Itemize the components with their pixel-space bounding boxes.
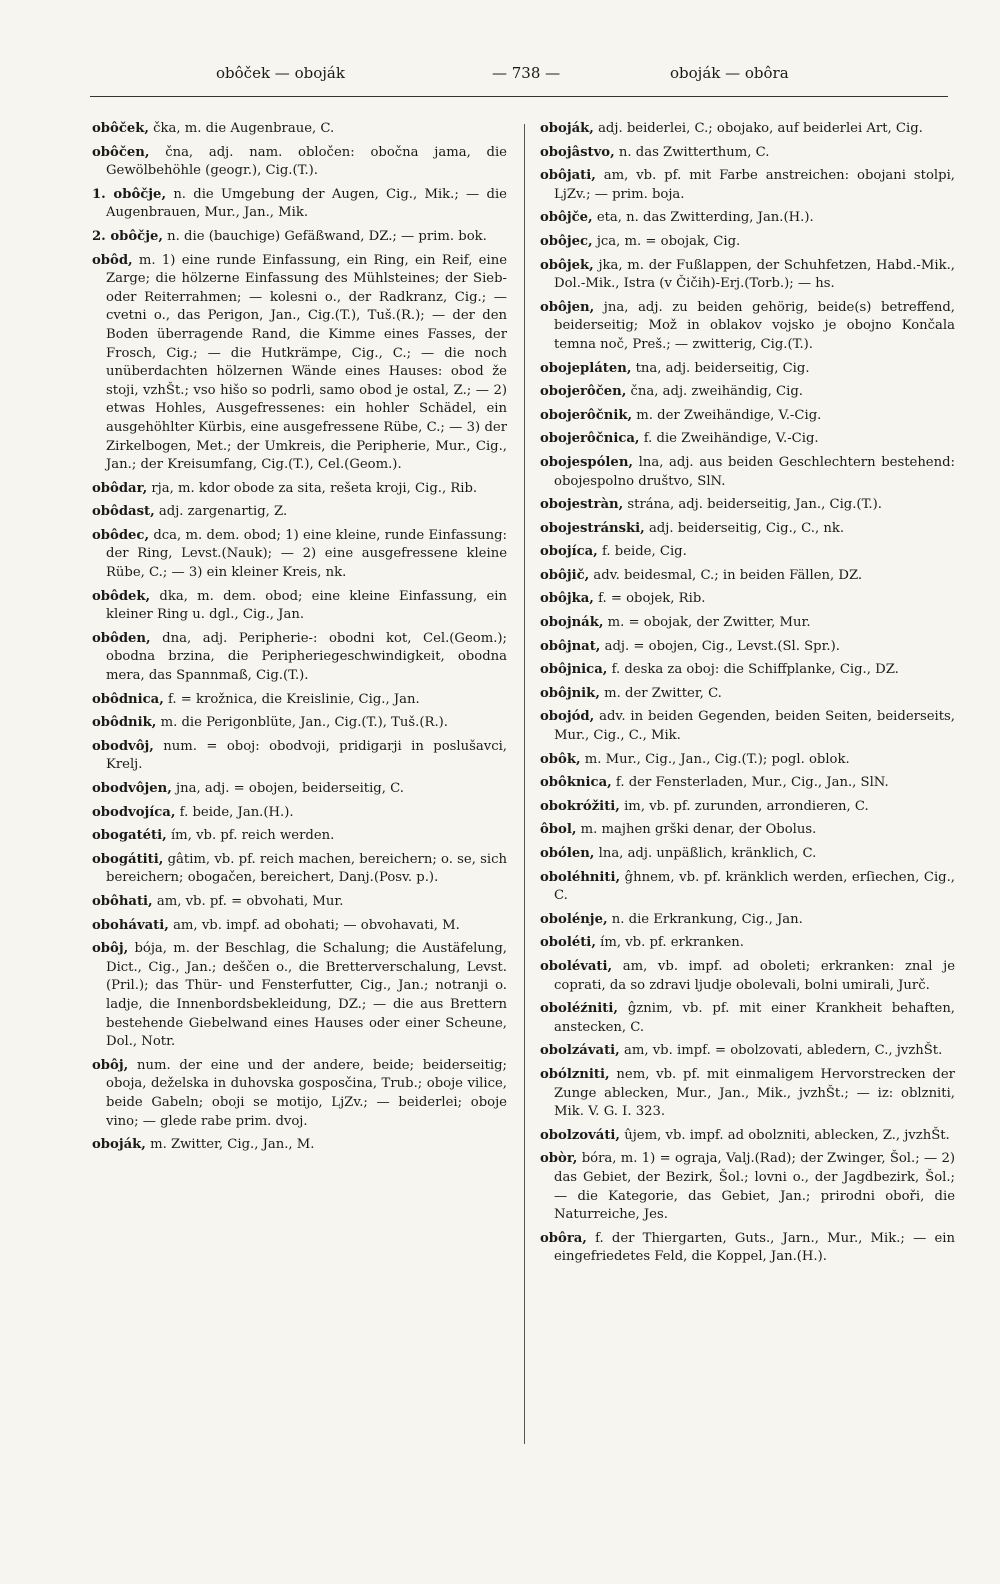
entry-definition: lna, adj. unpäßlich, kränklich, C.: [598, 846, 817, 861]
dictionary-entry: [540, 661, 955, 680]
entry-headword: obojepláten,: [540, 360, 632, 376]
entry-headword: oboják,: [540, 121, 594, 136]
entry-headword: obôdnica,: [92, 691, 164, 707]
entry-definition: m. = obojak, der Zwitter, Mur.: [607, 615, 811, 631]
entry-headword: obolzováti,: [540, 1127, 621, 1143]
entry-headword: obodvôj,: [92, 738, 154, 754]
entry-definition: f. deska za oboj: die Schiffplanke, Cig., DZ.: [611, 662, 899, 678]
dictionary-entry: [540, 1150, 955, 1224]
dictionary-entry: [92, 186, 507, 223]
entry-headword: obôden,: [92, 630, 151, 646]
entry-definition: n. die (bauchige) Gefäßwand, DZ.; — prim. bok.: [167, 228, 487, 244]
entry-headword: obojespólen,: [540, 454, 633, 470]
entry-headword: obôjec,: [540, 233, 593, 249]
entry-definition: m. die Perigonblüte, Jan., Cig.(T.), Tuš.(R.).: [160, 715, 448, 731]
entry-definition: gâtim, vb. pf. reich machen, bereichern; o. se, sich bereichern; obogačen, bereichert, Danj.(Posv. p.).: [106, 851, 507, 886]
entry-headword: obôj,: [92, 941, 129, 957]
dictionary-entry: [92, 738, 507, 775]
entry-definition: ím, vb. pf. reich werden.: [170, 828, 335, 844]
entry-definition: adv. in beiden Gegenden, beiden Seiten, beiderseits, Mur., Cig., C., Mik.: [554, 709, 955, 744]
dictionary-entry: [540, 520, 955, 539]
dictionary-entry: [92, 630, 507, 686]
entry-definition: f. = krožnica, die Kreislinie, Cig., Jan.: [168, 691, 420, 707]
dictionary-entry: [92, 252, 507, 475]
entry-headword: 2. obôčje,: [92, 228, 163, 244]
dictionary-entry: [92, 1136, 507, 1155]
entry-headword: oboléti,: [540, 935, 596, 951]
entry-headword: obôjnat,: [540, 638, 601, 654]
dictionary-entry: [540, 798, 955, 817]
entry-definition: m. Zwitter, Cig., Jan., M.: [150, 1137, 315, 1153]
entry-definition: num. = oboj: obodvoji, pridigarji in poslušavci, Krelj.: [106, 738, 507, 773]
entry-headword: oboléźniti,: [540, 1001, 618, 1017]
entry-definition: jna, adj. = obojen, beiderseitig, C.: [176, 781, 404, 796]
entry-headword: obólen,: [540, 846, 595, 861]
entry-headword: obôdek,: [92, 588, 151, 604]
dictionary-entry: [540, 567, 955, 586]
entry-definition: rja, m. kdor obode za sita, rešeta kroji, Cig., Rib.: [151, 480, 478, 496]
dictionary-entry: [540, 590, 955, 609]
entry-headword: obolénje,: [540, 911, 608, 927]
entry-headword: obólzniti,: [540, 1066, 610, 1082]
entry-headword: obôjnik,: [540, 685, 600, 701]
entry-headword: obôdnik,: [92, 715, 157, 731]
dictionary-entry: [540, 614, 955, 633]
dictionary-entry: [540, 911, 955, 930]
entry-definition: eta, n. das Zwitterding, Jan.(H.).: [596, 210, 814, 226]
header-left-catchword: obôček — oboják: [216, 64, 345, 82]
entry-headword: obôjič,: [540, 567, 590, 583]
dictionary-entry: [540, 1066, 955, 1122]
dictionary-entry: [540, 821, 955, 840]
entry-definition: am, vb. impf. = obolzovati, abledern, C., jvzhŠt.: [623, 1043, 943, 1059]
dictionary-entry: [540, 1127, 955, 1146]
entry-definition: adj. beiderlei, C.; obojako, auf beiderlei Art, Cig.: [598, 121, 923, 136]
entry-definition: f. der Fensterladen, Mur., Cig., Jan., SlN.: [615, 775, 889, 791]
entry-headword: obogatéti,: [92, 828, 167, 844]
dictionary-entry: [92, 527, 507, 583]
entry-headword: obôd,: [92, 252, 133, 268]
dictionary-entry: [92, 851, 507, 888]
entry-headword: obôdar,: [92, 480, 148, 496]
entry-definition: num. der eine und der andere, beide; beiderseitig; oboja, deželska in duhovska gosposčina, Trub.; oboje vilice, beide Gabeln; oboji se motijo, LjZv.; — beiderlei; oboje vino; — glede rabe prim. dvoj.: [106, 1057, 507, 1129]
entry-definition: am, vb. impf. ad oboleti; erkranken: znal je coprati, da so zdravi ljudje obolevali, bolni umirali, Jurč.: [554, 958, 955, 993]
dictionary-entry: [92, 120, 507, 139]
page-header: [90, 64, 950, 90]
entry-headword: obôjka,: [540, 591, 594, 607]
dictionary-entry: [92, 144, 507, 181]
entry-definition: m. der Zwitter, C.: [604, 685, 722, 701]
entry-definition: čna, adj. zweihändig, Cig.: [630, 384, 803, 400]
entry-headword: obôjati,: [540, 168, 596, 184]
entry-definition: tna, adj. beiderseitig, Cig.: [635, 360, 810, 376]
entry-definition: f. der Thiergarten, Guts., Jarn., Mur., Mik.; — ein eingefriedetes Feld, die Koppel, Jan.(H.).: [554, 1230, 955, 1265]
header-right-catchword: oboják — obôra: [670, 64, 789, 82]
entry-definition: am, vb. pf. mit Farbe anstreichen: obojani stolpi, LjZv.; — prim. boja.: [554, 168, 955, 202]
entry-definition: lna, adj. aus beiden Geschlechtern bestehend: obojespolno društvo, SlN.: [554, 454, 955, 489]
entry-headword: obôjen,: [540, 299, 595, 315]
entry-headword: obòr,: [540, 1151, 578, 1167]
entry-headword: obohávati,: [92, 917, 169, 933]
dictionary-entry: [92, 588, 507, 625]
entry-definition: dna, adj. Peripherie-: obodni kot, Cel.(Geom.); obodna brzina, die Peripheriegeschwindigkeit, obodna mera, das Spannmaß, Cig.(T.).: [106, 630, 507, 684]
dictionary-entry: [540, 496, 955, 515]
entry-headword: obojerôčen,: [540, 384, 627, 400]
dictionary-entry: [540, 299, 955, 355]
column-divider: [524, 124, 525, 1444]
dictionary-entry: [540, 144, 955, 163]
dictionary-entry: [92, 940, 507, 1052]
entry-headword: obojnák,: [540, 615, 604, 631]
dictionary-entry: [540, 1230, 955, 1267]
dictionary-entry: [540, 430, 955, 449]
entry-headword: oboléhniti,: [540, 869, 621, 885]
entry-headword: obojestránski,: [540, 520, 645, 536]
entry-definition: f. beide, Jan.(H.).: [179, 804, 294, 820]
dictionary-entry: [92, 714, 507, 733]
entry-definition: m. majhen grški denar, der Obolus.: [580, 822, 817, 838]
dictionary-entry: [540, 543, 955, 562]
entry-definition: ĝznim, vb. pf. mit einer Krankheit behaften, anstecken, C.: [554, 1001, 955, 1035]
entry-headword: obôknica,: [540, 775, 612, 791]
dictionary-entry: [92, 893, 507, 912]
dictionary-entry: [540, 1042, 955, 1061]
entry-headword: obojerôčnik,: [540, 407, 633, 423]
dictionary-entry: [92, 228, 507, 247]
entry-definition: n. das Zwitterthum, C.: [618, 144, 770, 160]
dictionary-entry: [92, 827, 507, 846]
dictionary-entry: [540, 383, 955, 402]
entry-headword: obôdast,: [92, 504, 155, 520]
entry-headword: obôj,: [92, 1057, 129, 1073]
dictionary-entry: [92, 780, 507, 799]
dictionary-entry: [540, 454, 955, 491]
dictionary-entry: [540, 360, 955, 379]
dictionary-entry: [540, 407, 955, 426]
entry-headword: obôhati,: [92, 893, 153, 909]
entry-definition: adv. beidesmal, C.; in beiden Fällen, DZ.: [593, 567, 863, 583]
entry-definition: adj. zargenartig, Z.: [158, 504, 288, 520]
dictionary-entry: [540, 1000, 955, 1037]
entry-definition: ím, vb. pf. erkranken.: [600, 935, 744, 951]
entry-definition: nem, vb. pf. mit einmaligem Hervorstrecken der Zunge ablecken, Mur., Jan., Mik., jvzhŠt.; — iz: oblzniti, Mik. V. G. I. 323.: [554, 1066, 955, 1120]
entry-headword: obôk,: [540, 751, 581, 767]
dictionary-entry: [540, 120, 955, 139]
dictionary-entry: [92, 917, 507, 936]
entry-headword: obôčen,: [92, 144, 150, 160]
dictionary-entry: [540, 167, 955, 204]
dictionary-entry: [540, 708, 955, 745]
page-number: — 738 —: [492, 64, 561, 82]
entry-headword: obôra,: [540, 1230, 587, 1246]
entry-headword: 1. obôčje,: [92, 186, 167, 202]
entry-definition: ûjem, vb. impf. ad obolzniti, ablecken, Z., jvzhŠt.: [624, 1127, 950, 1143]
header-rule: [90, 96, 948, 97]
entry-definition: n. die Erkrankung, Cig., Jan.: [611, 911, 803, 927]
entry-headword: obokróžiti,: [540, 798, 620, 814]
entry-headword: oboják,: [92, 1137, 146, 1153]
entry-headword: obôdec,: [92, 527, 150, 543]
entry-definition: strána, adj. beiderseitig, Jan., Cig.(T.).: [627, 497, 882, 513]
entry-definition: am, vb. pf. = obvohati, Mur.: [156, 893, 344, 909]
entry-headword: ôbol,: [540, 822, 577, 838]
entry-definition: m. 1) eine runde Einfassung, ein Ring, ein Reif, eine Zarge; die hölzerne Einfassung des Mühlsteines; der Sieb- oder Reiterrahmen; — kolesni o., der Radkranz, Cig.; — cvetni o., das Perigon, Jan., Cig.(T.), Tuš.(R.); — der den Boden überragende Rand, die Kimme eines Fasses, der Frosch, Cig.; — die Hutkrämpe, Cig., C.; — die noch unüberdachten hölzernen Wände eines Hauses: obod že stoji, vzhŠt.; vso hišo so podrli, samo obod je ostal, Z.; — 2) etwas Hohles, Ausgefressenes: ein hohler Schädel, ein ausgehöhlter Kürbis, eine ausgefressene Rübe, C.; — 3) der Zirkelbogen, Met.; der Umkreis, die Peripherie, Mur., Cig., Jan.; der Kreisumfang, Cig.(T.), Cel.(Geom.).: [106, 252, 507, 473]
entry-headword: obojâstvo,: [540, 144, 615, 160]
dictionary-entry: [92, 804, 507, 823]
dictionary-entry: [540, 869, 955, 906]
entry-headword: obojód,: [540, 709, 595, 725]
dictionary-entry: [540, 845, 955, 864]
entry-headword: obolévati,: [540, 958, 613, 974]
dictionary-entry: [540, 638, 955, 657]
entry-definition: f. beide, Cig.: [601, 544, 687, 560]
entry-definition: čna, adj. nam. obločen: obočna jama, die Gewölbehöhle (geogr.), Cig.(T.).: [106, 144, 507, 179]
entry-definition: bóra, m. 1) = ograja, Valj.(Rad); der Zwinger, Šol.; — 2) das Gebiet, der Bezirk, Šol.; lovni o., der Jagdbezirk, Šol.; — die Kategorie, das Gebiet, Jan.; prirodni oboři, die Naturreiche, Jes.: [554, 1151, 955, 1223]
dictionary-entry: [540, 934, 955, 953]
dictionary-entry: [540, 685, 955, 704]
entry-definition: jka, m. der Fußlappen, der Schuhfetzen, Habd.-Mik., Dol.-Mik., Istra (v Čičih)-Erj.(Torb.); — hs.: [554, 257, 955, 292]
entry-headword: obôjek,: [540, 257, 594, 273]
dictionary-entry: [540, 751, 955, 770]
entry-headword: obojestràn,: [540, 497, 624, 513]
dictionary-entry: [540, 257, 955, 294]
entry-headword: obodvôjen,: [92, 781, 172, 796]
entry-headword: obôjnica,: [540, 662, 608, 678]
entry-definition: adj. beiderseitig, Cig., C., nk.: [648, 520, 845, 536]
entry-definition: bója, m. der Beschlag, die Schalung; die Austäfelung, Dict., Cig., Jan.; deščen o., die Bretterverschalung, Levst.(Pril.); das Thür- und Fensterfutter, Cig., Jan.; notranji o. ladje, die Innenbordsbekleidung, DZ.; — die aus Brettern bestehende Giebelwand eines Hauses oder einer Scheune, Dol., Notr.: [106, 941, 507, 1050]
dictionary-entry: [92, 480, 507, 499]
dictionary-entry: [540, 209, 955, 228]
entry-definition: f. die Zweihändige, V.-Cig.: [643, 431, 819, 447]
entry-definition: jca, m. = obojak, Cig.: [596, 233, 741, 249]
entry-definition: dka, m. dem. obod; eine kleine Einfassung, ein kleiner Ring u. dgl., Cig., Jan.: [106, 588, 507, 623]
entry-headword: obodvojíca,: [92, 804, 176, 820]
entry-definition: am, vb. impf. ad obohati; — obvohavati, M.: [173, 917, 460, 933]
entry-definition: čka, m. die Augenbraue, C.: [153, 121, 335, 136]
entry-definition: jna, adj. zu beiden gehörig, beide(s) betreffend, beiderseitig; Mož in oblakov vojsko je obojno Končala temna noč, Preš.; — zwitterig, Cig.(T.).: [554, 299, 955, 352]
entry-headword: obojerôčnica,: [540, 431, 640, 447]
dictionary-entry: [540, 958, 955, 995]
entry-headword: obôjče,: [540, 210, 593, 226]
dictionary-entry: [92, 503, 507, 522]
entry-definition: m. Mur., Cig., Jan., Cig.(T.); pogl. oblok.: [584, 751, 850, 767]
entry-headword: obôček,: [92, 121, 149, 136]
entry-headword: obolzávati,: [540, 1043, 620, 1059]
entry-definition: ĝhnem, vb. pf. kränklich werden, erſiechen, Cig., C.: [554, 869, 955, 904]
entry-definition: f. = obojek, Rib.: [598, 591, 706, 607]
entry-definition: n. die Umgebung der Augen, Cig., Mik.; — die Augenbrauen, Mur., Jan., Mik.: [106, 186, 507, 221]
entry-definition: m. der Zweihändige, V.-Cig.: [636, 407, 822, 423]
right-column: [540, 120, 955, 1570]
entry-definition: im, vb. pf. zurunden, arrondieren, C.: [624, 798, 869, 814]
dictionary-entry: [540, 774, 955, 793]
entry-definition: dca, m. dem. obod; 1) eine kleine, runde Einfassung: der Ring, Levst.(Nauk); — 2) eine ausgefressene kleine Rübe, C.; — 3) ein kleiner Kreis, nk.: [106, 527, 507, 581]
dictionary-entry: [540, 233, 955, 252]
entry-headword: obogátiti,: [92, 851, 164, 867]
dictionary-entry: [92, 691, 507, 710]
dictionary-entry: [92, 1057, 507, 1131]
left-column: [92, 120, 507, 1570]
entry-definition: adj. = obojen, Cig., Levst.(Sl. Spr.).: [604, 638, 840, 654]
entry-headword: obojíca,: [540, 544, 598, 560]
